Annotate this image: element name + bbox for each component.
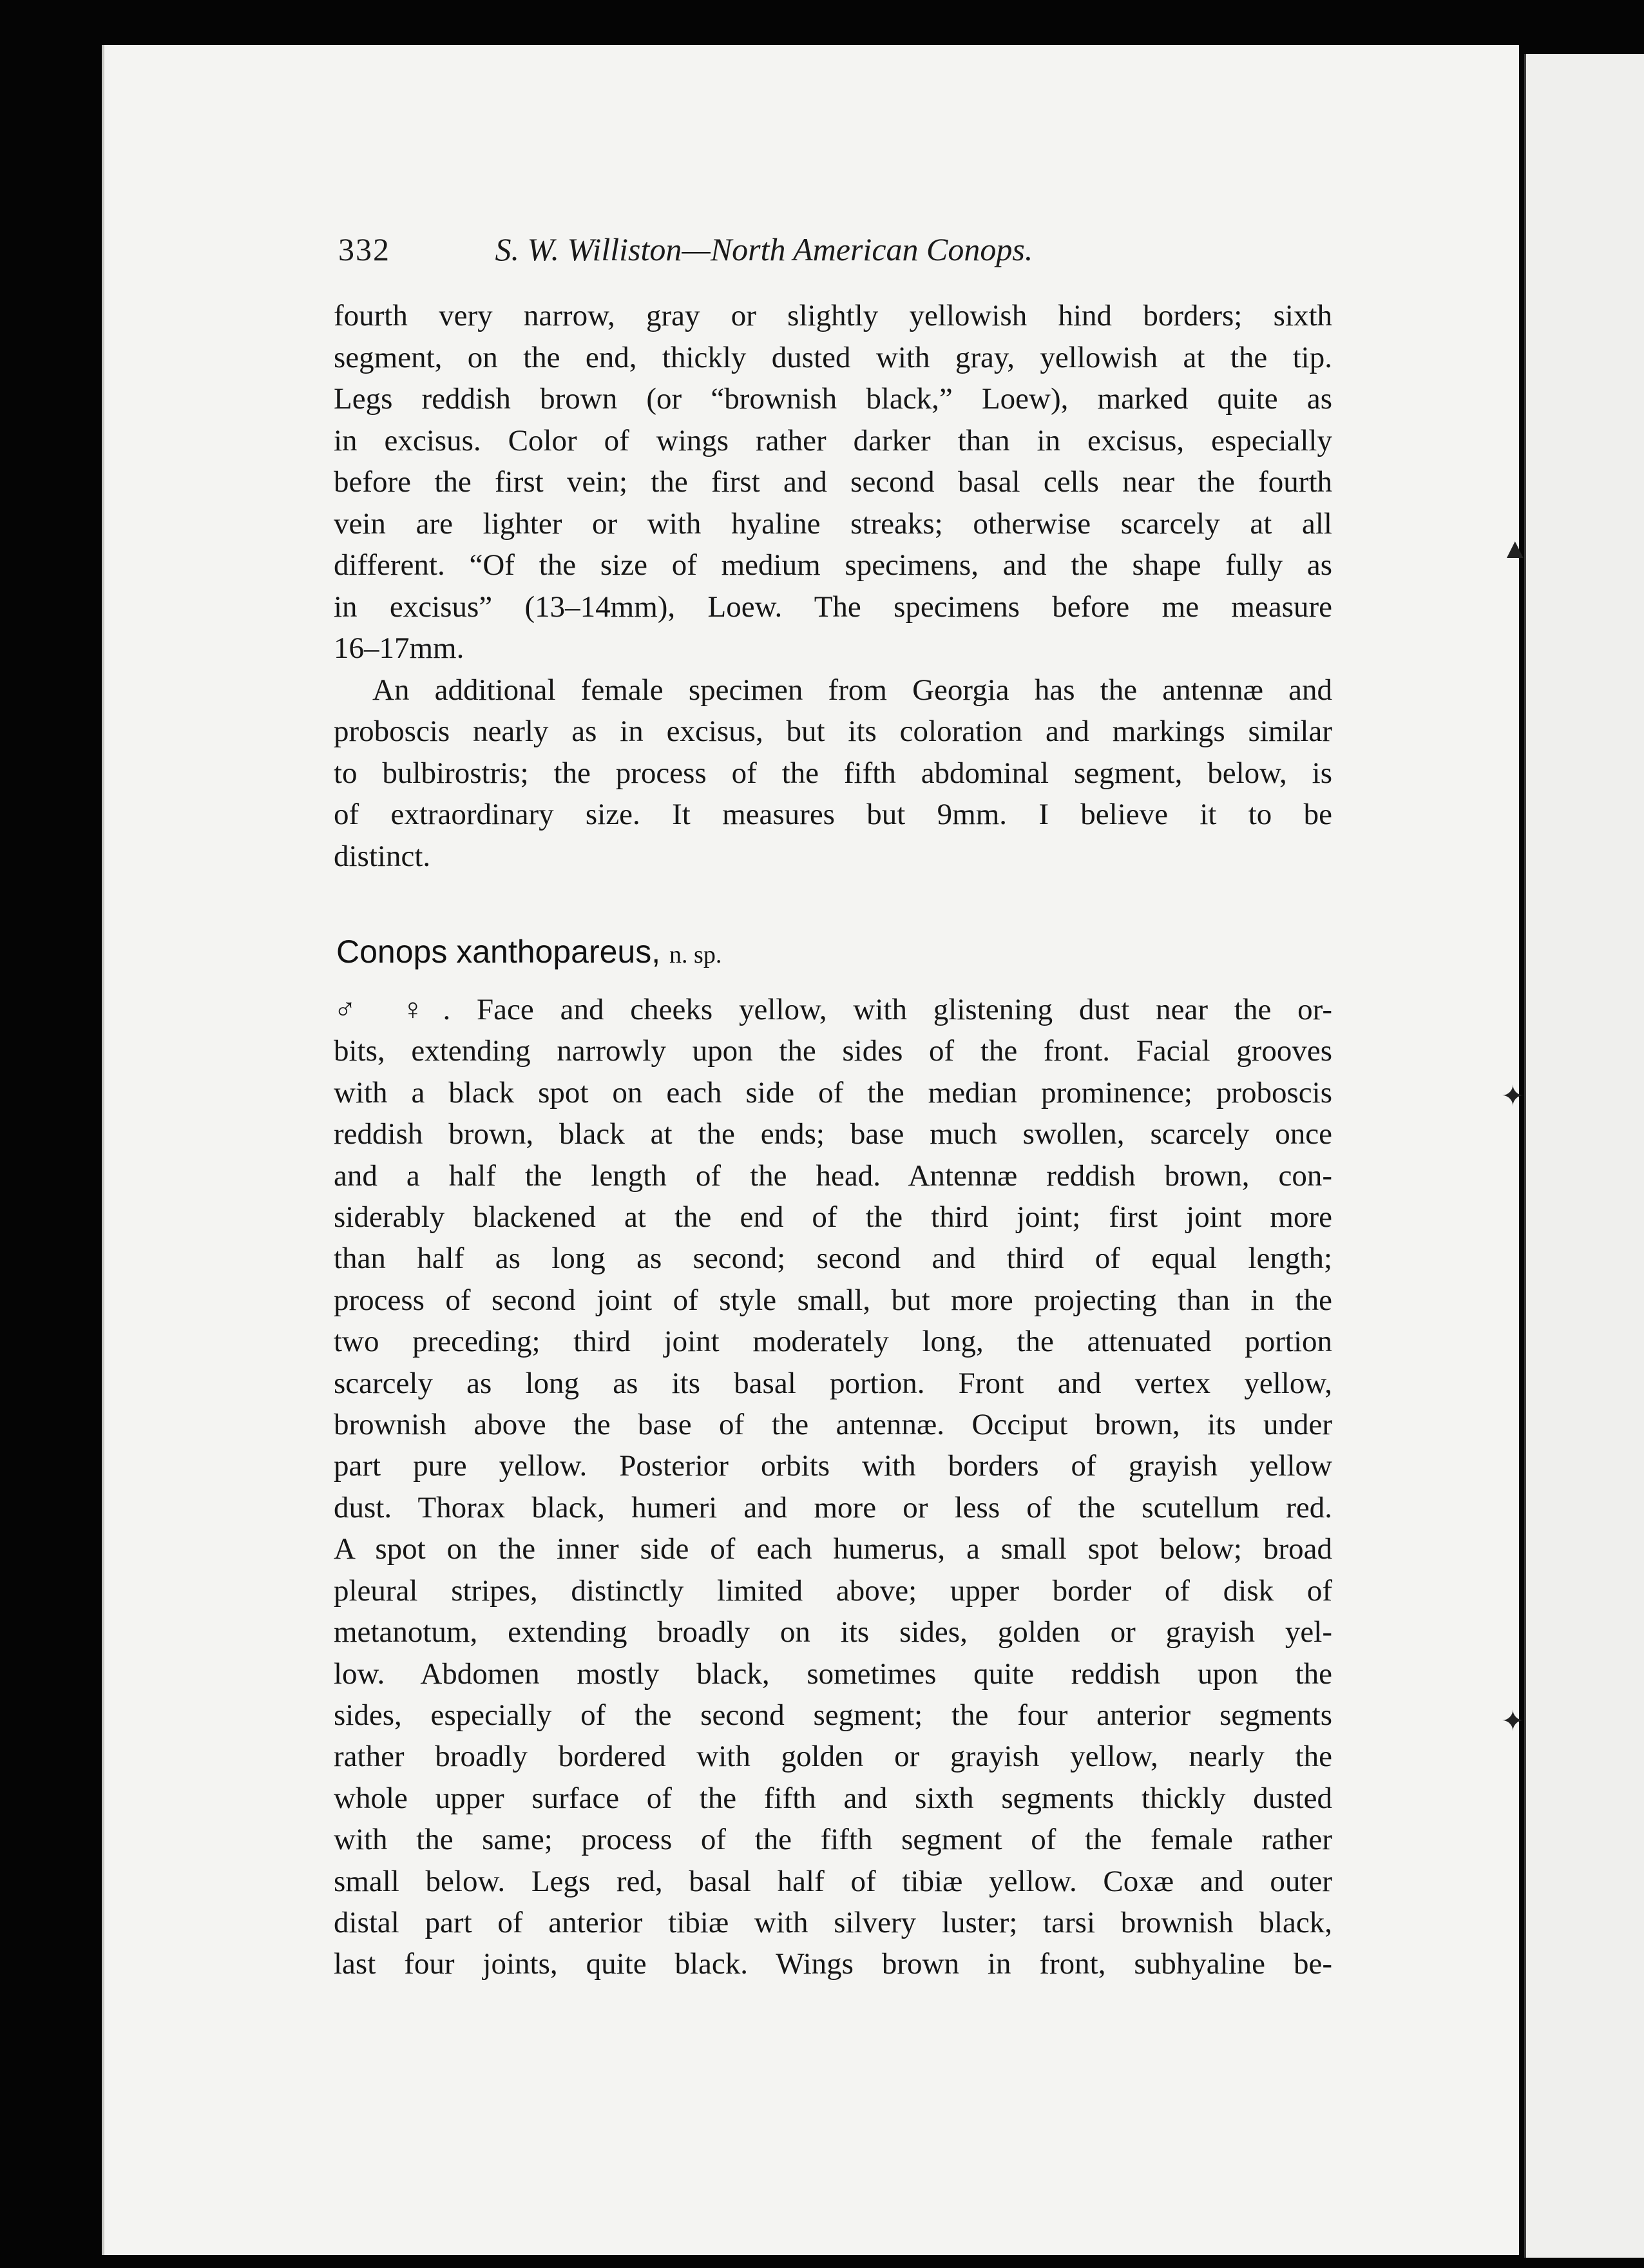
page-number: 332 (338, 231, 390, 267)
text-line: bits, extending narrowly upon the sides of the front. Facial grooves (334, 1034, 1332, 1068)
text-line: A spot on the inner side of each humerus, a small spot below; broad (334, 1532, 1332, 1566)
text-line: distal part of anterior tibiæ with silvery luster; tarsi brownish black, (334, 1905, 1332, 1939)
running-title: S. W. Williston—North American Conops. (495, 231, 1033, 267)
text-line: segment, on the end, thickly dusted with gray, yellowish at the tip. (334, 340, 1332, 374)
text-line: metanotum, extending broadly on its sides, golden or grayish yel- (334, 1615, 1332, 1649)
text-line: reddish brown, black at the ends; base much swollen, scarcely once (334, 1117, 1332, 1151)
text-line: before the first vein; the first and second basal cells near the fourth (334, 465, 1332, 499)
text-line: than half as long as second; second and third of equal length; (334, 1242, 1332, 1276)
text-line: distinct. (334, 839, 431, 873)
species-description (334, 989, 1332, 1985)
text-line: last four joints, quite black. Wings brown in front, subhyaline be- (334, 1947, 1332, 1981)
species-heading (336, 933, 722, 970)
text-line: proboscis nearly as in excisus, but its coloration and markings similar (334, 715, 1332, 748)
text-line: whole upper surface of the fifth and sixth segments thickly dusted (334, 1781, 1332, 1815)
text-line: vein are lighter or with hyaline streaks; otherwise scarcely at all (334, 506, 1332, 541)
text-line: to bulbirostris; the process of the fifth abdominal segment, below, is (334, 756, 1332, 790)
text-line: part pure yellow. Posterior orbits with borders of grayish yellow (334, 1449, 1332, 1483)
text-line: An additional female specimen from Georgia has the antennæ and (372, 673, 1332, 707)
text-line: siderably blackened at the end of the third joint; first joint more (334, 1200, 1332, 1235)
species-name: Conops xanthopareus, (336, 934, 661, 970)
text-line: brownish above the base of the antennæ. Occiput brown, its under (334, 1408, 1332, 1442)
text-line: Legs reddish brown (or “brownish black,” Loew), marked quite as (334, 382, 1332, 416)
text-line: fourth very narrow, gray or slightly yellowish hind borders; sixth (334, 299, 1332, 332)
text-line: dust. Thorax black, humeri and more or less of the scutellum red. (334, 1490, 1332, 1524)
text-line: process of second joint of style small, but more projecting than in the (334, 1283, 1332, 1317)
text-line: different. “Of the size of medium specimens, and the shape fully as (334, 548, 1332, 582)
binding-mark-icon: ✦ (1501, 1706, 1525, 1737)
text-line: two preceding; third joint moderately long, the attenuated portion (334, 1325, 1332, 1359)
page-header (338, 231, 1305, 268)
text-line: in excisus” (13–14mm), Loew. The specimens before me measure (334, 590, 1332, 624)
text-line: low. Abdomen mostly black, sometimes quite reddish upon the (334, 1657, 1332, 1691)
binding-mark-icon: ▲ (1501, 533, 1529, 564)
species-suffix: n. sp. (669, 941, 722, 968)
text-block-continuation (334, 295, 1332, 877)
text-line: with a black spot on each side of the median prominence; proboscis (334, 1075, 1332, 1110)
text-line: pleural stripes, distinctly limited above; upper border of disk of (334, 1573, 1332, 1608)
text-line: scarcely as long as its basal portion. Front and vertex yellow, (334, 1366, 1332, 1400)
text-line: ♂ ♀. Face and cheeks yellow, with glistening dust near the or- (334, 993, 1332, 1026)
adjacent-page-edge (1524, 54, 1644, 2258)
text-line: small below. Legs red, basal half of tibiæ yellow. Coxæ and outer (334, 1864, 1332, 1898)
text-line: of extraordinary size. It measures but 9mm. I believe it to be (334, 798, 1332, 831)
text-line: and a half the length of the head. Antennæ reddish brown, con- (334, 1158, 1332, 1193)
text-line: in excisus. Color of wings rather darker than in excisus, especially (334, 423, 1332, 457)
text-line: 16–17mm. (334, 631, 464, 665)
text-line: rather broadly bordered with golden or grayish yellow, nearly the (334, 1740, 1332, 1774)
text-line: with the same; process of the fifth segment of the female rather (334, 1823, 1332, 1857)
binding-mark-icon: ✦ (1501, 1081, 1525, 1112)
text-line: sides, especially of the second segment; the four anterior segments (334, 1698, 1332, 1732)
